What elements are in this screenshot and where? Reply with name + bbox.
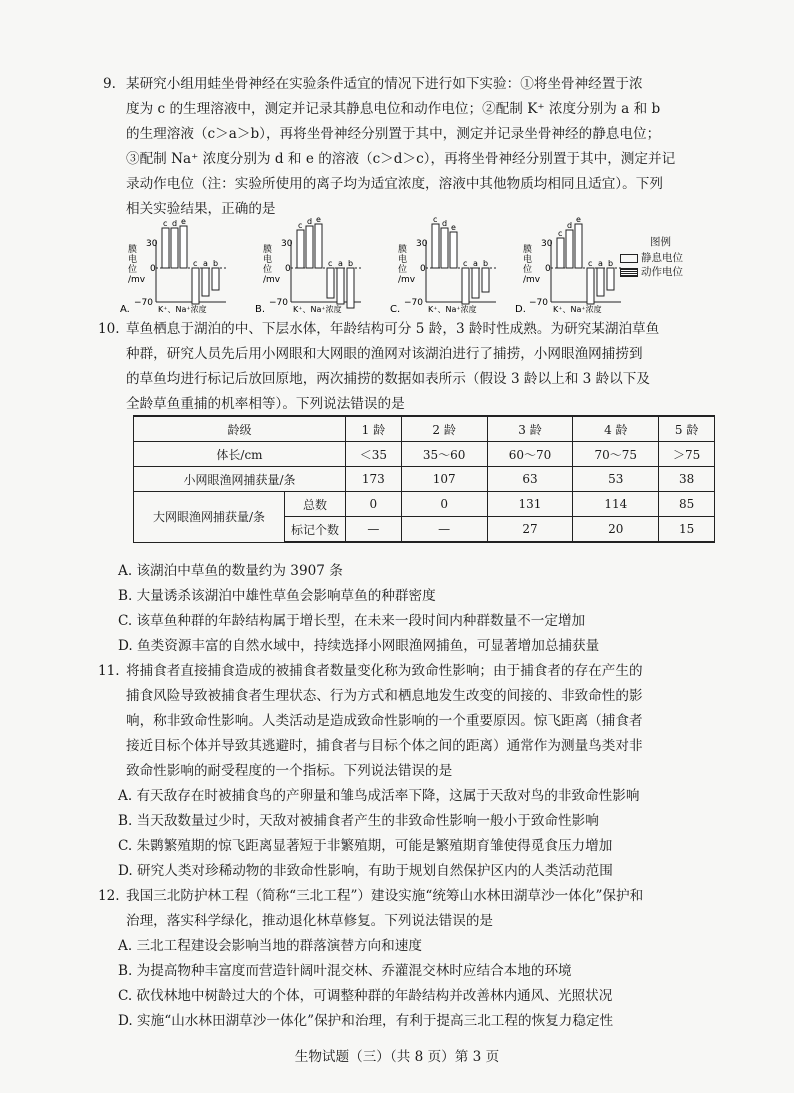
rest-bar (472, 268, 479, 298)
question-text-line: 的草鱼均进行标记后放回原地，两次捕捞的数据如表所示（假设 3 龄以上和 3 龄以下及 (126, 371, 650, 387)
y-tick-label: 30 (541, 239, 553, 249)
y-axis-label: 膜 (128, 245, 138, 255)
table-cell: 4 龄 (573, 416, 659, 442)
y-tick-label: 0 (285, 264, 291, 274)
y-tick-label: −70 (404, 298, 423, 308)
chart-svg (120, 217, 230, 315)
rest-bar (597, 268, 604, 296)
bar-letter: c (298, 221, 303, 230)
table-header: 体长/cm (134, 442, 346, 467)
question-text-line: 将捕食者直接捕食造成的被捕食者数量变化称为致命性影响；由于捕食者的存在产生的 (126, 663, 643, 679)
chart-option-b (255, 215, 365, 318)
page-footer: 生物试题（三）（共 8 页）第 3 页 (294, 1049, 500, 1065)
table-cell: 38 (659, 467, 715, 492)
option-c: C. 该草鱼种群的年龄结构属于增长型，在未来一段时间内种群数量不一定增加 (118, 613, 586, 629)
table-cell: 27 (487, 517, 573, 543)
bar-letter: a (338, 259, 343, 268)
bar-letter: e (316, 215, 321, 224)
y-axis-label: 电 (523, 255, 533, 265)
question-text-line: ③配制 Na⁺ 浓度分别为 d 和 e 的溶液（c＞d＞c），再将坐骨神经分别置于其中，测定并记 (126, 151, 676, 167)
table-cell: 85 (659, 492, 715, 517)
table-cell: ＜35 (346, 442, 402, 467)
table-cell: 114 (573, 492, 659, 517)
y-tick-label: −70 (529, 298, 548, 308)
table-cell: ＞75 (659, 442, 715, 467)
bar-letter: c (588, 259, 593, 268)
question-text-line: 响，称非致命性影响。人类活动是造成致命性影响的一个重要原因。惊飞距离（捕食者 (126, 713, 643, 729)
y-axis-label: 位 (398, 265, 408, 275)
bar-letter: c (433, 215, 438, 224)
table-cell: 60～70 (487, 442, 573, 467)
y-axis-label: 位 (128, 265, 138, 275)
action-bar (306, 226, 313, 268)
bar-letter: c (328, 259, 333, 268)
bar-letter: d (172, 219, 178, 228)
table-subheader: 标记个数 (285, 517, 346, 543)
option-c: C. 朱鹮繁殖期的惊飞距离显著短于非繁殖期，可能是繁殖期育雏使得觅食压力增加 (118, 838, 613, 854)
rest-bar (482, 268, 489, 292)
table-cell: 15 (659, 517, 715, 543)
table-header: 大网眼渔网捕获量/条 (134, 492, 285, 543)
table-cell: 53 (573, 467, 659, 492)
action-bar (297, 230, 304, 268)
y-tick-label: 0 (545, 264, 551, 274)
legend-rest-label: 静息电位 (641, 252, 683, 264)
question-text-line: 全龄草鱼重捕的机率相等）。下列说法错误的是 (126, 396, 405, 412)
option-b: B. 为提高物种丰富度而营造针阔叶混交林、乔灌混交林时应结合本地的环境 (118, 963, 572, 979)
question-text-line: 的生理溶液（c＞a＞b），再将坐骨神经分别置于其中，测定并记录坐骨神经的静息电位； (126, 126, 661, 142)
chart-svg (515, 215, 625, 315)
table-cell: 3 龄 (487, 416, 573, 442)
y-axis-label: /mv (398, 275, 416, 285)
bar-letter: c (163, 219, 168, 228)
chart-option-d (515, 215, 625, 318)
table-cell: 20 (573, 517, 659, 543)
question-text-line: 致命性影响的耐受程度的一个指标。下列说法错误的是 (126, 763, 453, 779)
chart-option-label: A. (120, 304, 130, 315)
y-axis-label: 电 (128, 255, 138, 265)
chart-option-label: B. (255, 304, 266, 315)
bar-letter: a (598, 259, 603, 268)
action-bar (171, 228, 178, 268)
legend-action-label: 动作电位 (641, 266, 683, 278)
legend-rest (620, 250, 683, 265)
question-text-line: 种群，研究人员先后用小网眼和大网眼的渔网对该湖泊进行了捕捞，小网眼渔网捕捞到 (126, 346, 643, 362)
table-subheader: 总数 (285, 492, 346, 517)
table-cell: 0 (346, 492, 402, 517)
rest-bar (337, 268, 344, 304)
y-axis-label: 膜 (523, 245, 533, 255)
rest-bar (212, 268, 219, 290)
bar-letter: c (193, 259, 198, 268)
table-header: 龄级 (134, 416, 346, 442)
action-bar (441, 228, 448, 268)
question-text-line: 某研究小组用蛙坐骨神经在实验条件适宜的情况下进行如下实验：①将坐骨神经置于浓 (126, 76, 643, 92)
y-tick-label: 0 (420, 264, 426, 274)
table-cell: — (346, 517, 402, 543)
table-cell: 2 龄 (401, 416, 487, 442)
chart-svg (390, 215, 500, 315)
option-b: B. 当天敌数量过少时，天敌对被捕食者产生的非致命性影响一般小于致命性影响 (118, 813, 599, 829)
table-cell: 0 (401, 492, 487, 517)
y-tick-label: −70 (134, 298, 153, 308)
action-bar (162, 228, 169, 268)
y-axis-label: /mv (263, 275, 281, 285)
table-cell: 70～75 (573, 442, 659, 467)
chart-option-label: C. (390, 304, 401, 315)
bar-letter: c (463, 259, 468, 268)
question-number: 11. (98, 663, 120, 679)
bar-letter: e (181, 217, 186, 226)
question-text-line: 治理，落实科学绿化，推动退化林草修复。下列说法错误的是 (126, 913, 494, 929)
action-bar (566, 230, 573, 268)
x-axis-label: K⁺、Na⁺浓度 (428, 305, 477, 314)
x-axis-label: K⁺、Na⁺浓度 (158, 305, 207, 314)
rest-bar (192, 268, 199, 304)
option-d: D. 实施“山水林田湖草沙一体化”保护和治理，有利于提高三北工程的恢复力稳定性 (118, 1013, 614, 1029)
question-text-line: 度为 c 的生理溶液中，测定并记录其静息电位和动作电位；②配制 K⁺ 浓度分别为 a 和 b (126, 101, 661, 117)
y-tick-label: 30 (416, 239, 428, 249)
question-number: 10. (98, 321, 120, 337)
action-bar (450, 232, 457, 268)
y-tick-label: 30 (281, 239, 293, 249)
bar-letter: c (558, 229, 563, 238)
table-cell: 5 龄 (659, 416, 715, 442)
table-cell: 1 龄 (346, 416, 402, 442)
data-table (133, 415, 715, 543)
rest-bar (327, 268, 334, 298)
bar-letter: e (451, 223, 456, 232)
option-a: A. 三北工程建设会影响当地的群落演替方向和速度 (118, 938, 422, 954)
bar-letter: e (576, 215, 581, 224)
question-text-line: 相关实验结果，正确的是 (126, 201, 276, 217)
table-cell: 63 (487, 467, 573, 492)
bar-letter: b (348, 259, 354, 268)
table-cell: — (401, 517, 487, 543)
option-b: B. 大量诱杀该湖泊中雄性草鱼会影响草鱼的种群密度 (118, 588, 436, 604)
bar-letter: b (483, 259, 489, 268)
y-axis-label: 电 (263, 255, 273, 265)
question-text-line: 草鱼栖息于湖泊的中、下层水体，年龄结构可分 5 龄，3 龄时性成熟。为研究某湖泊草鱼 (126, 321, 660, 337)
bar-letter: a (473, 259, 478, 268)
action-bar (432, 224, 439, 268)
y-tick-label: 30 (146, 239, 158, 249)
question-text-line: 捕食风险导致被捕食者生理状态、行为方式和栖息地发生改变的间接的、非致命性的影 (126, 688, 643, 704)
option-a: A. 有天敌存在时被捕食鸟的产卵量和雏鸟成活率下降，这属于天敌对鸟的非致命性影响 (118, 788, 640, 804)
legend-action (620, 264, 683, 279)
y-axis-label: 位 (523, 265, 533, 275)
question-number: 12. (98, 888, 120, 904)
action-bar (575, 224, 582, 268)
y-tick-label: −70 (269, 298, 288, 308)
y-axis-label: 膜 (263, 245, 273, 255)
y-axis-label: 电 (398, 255, 408, 265)
option-a: A. 该湖泊中草鱼的数量约为 3907 条 (118, 563, 343, 579)
table-header: 小网眼渔网捕获量/条 (134, 467, 346, 492)
bar-letter: d (307, 217, 313, 226)
y-axis-label: 位 (263, 265, 273, 275)
chart-svg (255, 215, 365, 315)
rest-swatch-icon (620, 254, 638, 263)
bar-letter: b (608, 259, 614, 268)
rest-bar (347, 268, 354, 308)
bar-letter: b (213, 259, 219, 268)
chart-option-c (390, 215, 500, 318)
x-axis-label: K⁺、Na⁺浓度 (553, 305, 602, 314)
option-d: D. 研究人类对珍稀动物的非致命性影响，有助于规划自然保护区内的人类活动范围 (118, 863, 613, 879)
table-cell: 107 (401, 467, 487, 492)
question-text-line: 接近目标个体并导致其逃避时，捕食者与目标个体之间的距离）通常作为测量鸟类对非 (126, 738, 643, 754)
action-bar (180, 226, 187, 268)
y-axis-label: 膜 (398, 245, 408, 255)
chart-option-a (120, 217, 230, 318)
rest-bar (202, 268, 209, 296)
x-axis-label: K⁺、Na⁺浓度 (293, 305, 342, 314)
y-axis-label: /mv (128, 275, 146, 285)
bar-letter: d (567, 221, 573, 230)
question-number: 9. (103, 76, 116, 92)
y-axis-label: /mv (523, 275, 541, 285)
action-bar (315, 224, 322, 268)
legend-title: 图例 (650, 236, 671, 248)
chart-option-label: D. (515, 304, 526, 315)
option-d: D. 鱼类资源丰富的自然水域中，持续选择小网眼渔网捕鱼，可显著增加总捕获量 (118, 638, 600, 654)
action-swatch-icon (620, 268, 638, 277)
table-cell: 35～60 (401, 442, 487, 467)
question-text-line: 录动作电位（注：实验所使用的离子均为适宜浓度，溶液中其他物质均相同且适宜）。下列 (126, 176, 663, 192)
bar-letter: d (442, 219, 448, 228)
rest-bar (607, 268, 614, 290)
rest-bar (587, 268, 594, 304)
action-bar (557, 238, 564, 268)
question-text-line: 我国三北防护林工程（简称“三北工程”）建设实施“统筹山水林田湖草沙一体化”保护和 (126, 888, 644, 904)
table-cell: 131 (487, 492, 573, 517)
option-c: C. 砍伐林地中树龄过大的个体，可调整种群的年龄结构并改善林内通风、光照状况 (118, 988, 613, 1004)
y-tick-label: 0 (150, 264, 156, 274)
table-cell: 173 (346, 467, 402, 492)
bar-letter: a (203, 259, 208, 268)
rest-bar (462, 268, 469, 304)
